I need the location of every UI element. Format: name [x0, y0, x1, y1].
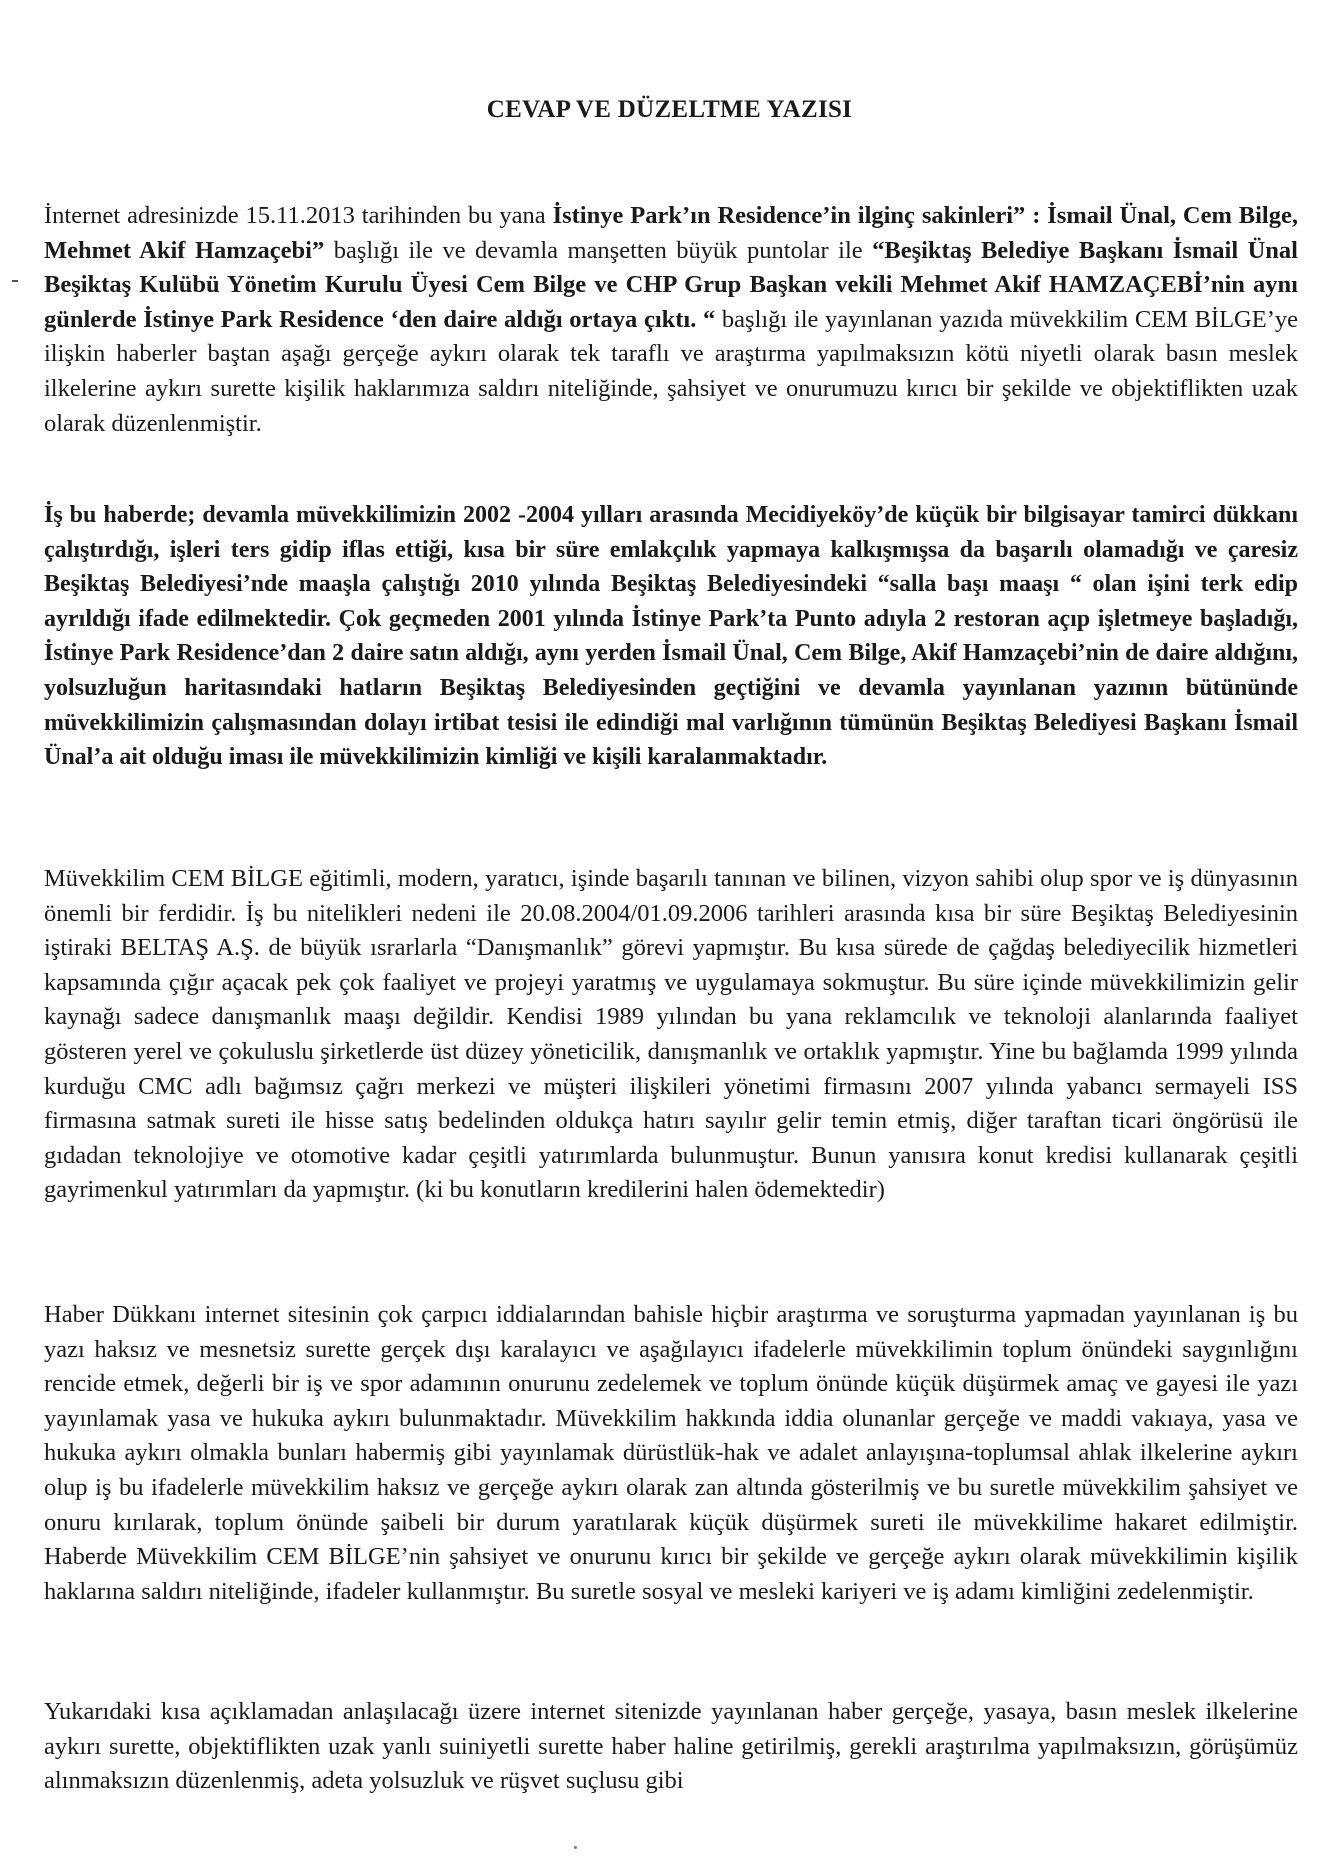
paragraph-3: Müvekkilim CEM BİLGE eğitimli, modern, yaratıcı, işinde başarılı tanınan ve bilinen, vizyon sahibi olup spor ve iş dünyasının önemli bir ferdidir. İş bu nitelikleri nedeni ile 20.08.2004/01.09.2006 tarihleri arasında kısa bir süre Beşiktaş Belediyesinin iştiraki BELTAŞ A.Ş. de büyük ısrarlarla “Danışmanlık” görevi yapmıştır. Bu kısa sürede de çağdaş belediyecilik hizmetleri kapsamında çığır açacak pek çok faaliyet ve projeyi yaratmış ve uygulamaya sokmuştur. Bu süre içinde müvekkilimizin gelir kaynağı sadece danışmanlık maaşı değildir. Kendisi 1989 yılından bu yana reklamcılık ve teknoloji alanlarında faaliyet gösteren yerel ve çokuluslu şirketlerde üst düzey yöneticilik, danışmanlık ve ortaklık yapmıştır. Yine bu bağlamda 1999 yılında kurduğu CMC adlı bağımsız çağrı merkezi ve müşteri ilişkileri yönetimi firmasını 2007 yılında yabancı sermayeli ISS firmasına satmak sureti ile hisse satış bedelinden oldukça hatırı sayılır gelir temin etmiş, diğer taraftan ticari öngörüsü ile gıdadan teknolojiye ve otomotive kadar çeşitli yatırımlarda bulunmuştur. Bunun yanısıra konut kredisi kullanarak çeşitli gayrimenkul yatırımları da yapmıştır. (ki bu konutların kredilerini halen ödemektedir) — [44, 865, 1298, 1204]
margin-mark — [12, 280, 18, 282]
paragraph-1-text-b: başlığı ile ve devamla manşetten büyük puntolar ile — [324, 236, 873, 264]
paragraph-1-text-c: başlığı ile yayınlanan yazıda müvekkilim CEM BİLGE’ye ilişkin haberler baştan aşağı gerçeğe aykırı olarak tek taraflı ve araştırma yapılmaksızın kötü niyetli olarak basın meslek ilkelerine aykırı surette kişilik haklarımıza saldırı niteliğinde, şahsiyet ve onurumuzu kırıcı bir şekilde ve objektiflikten uzak olarak düzenlenmiştir. — [44, 305, 1298, 437]
paragraph-2: İş bu haberde; devamla müvekkilimizin 2002 -2004 yılları arasında Mecidiyeköy’de küçük bir bilgisayar tamirci dükkanı çalıştırdığı, işleri ters gidip iflas ettiği, kısa bir süre emlakçılık yapmaya kalkışmışsa da başarılı olamadığı ve çaresiz Beşiktaş Belediyesi’nde maaşla çalıştığı 2010 yılında Beşiktaş Belediyesindeki “salla başı maaşı “ olan işini terk edip ayrıldığı ifade edilmektedir. Çok geçmeden 2001 yılında İstinye Park’ta Punto adıyla 2 restoran açıp işletmeye başladığı, İstinye Park Residence’dan 2 daire satın aldığı, aynı yerden İsmail Ünal, Cem Bilge, Akif Hamzaçebi’nin de daire aldığını, yolsuzluğun haritasındaki hatların Beşiktaş Belediyesinden geçtiğini ve devamla yayınlanan yazının bütününde müvekkilimizin çalışmasından dolayı irtibat tesisi ile edindiği mal varlığının tümünün Beşiktaş Belediyesi Başkanı İsmail Ünal’a ait olduğu iması ile müvekkilimizin kimliği ve kişili karalanmaktadır. — [44, 502, 1298, 771]
bottom-mark — [574, 1846, 577, 1849]
article-title-quote: İstinye Park’ın Residence’in ilginç sakinleri” : İsmail Ünal, Cem Bilge, Mehmet Akif Hamzaçebi” — [44, 202, 1298, 264]
paragraph-1 — [44, 199, 1298, 441]
paragraph-5: Yukarıdaki kısa açıklamadan anlaşılacağı üzere internet sitenizde yayınlanan haber gerçeğe, yasaya, basın meslek ilkelerine aykırı surette, objektiflikten uzak yanlı suiniyetli surette haber haline getirilmiş, gerekli araştırılma yapılmaksızın, görüşümüz alınmaksızın düzenlenmiş, adeta yolsuzluk ve rüşvet suçlusu gibi — [44, 1698, 1298, 1795]
headline-quote: “Beşiktaş Belediye Başkanı İsmail Ünal Beşiktaş Kulübü Yönetim Kurulu Üyesi Cem Bilge ve CHP Grup Başkan vekili Mehmet Akif HAMZAÇEBİ’nin aynı günlerde İstinye Park Residence ‘den daire aldığı ortaya çıktı. “ — [44, 236, 1298, 333]
paragraph-4: Haber Dükkanı internet sitesinin çok çarpıcı iddialarından bahisle hiçbir araştırma ve soruşturma yapmadan yayınlanan iş bu yazı haksız ve mesnetsiz surette gerçek dışı karalayıcı ve aşağılayıcı ifadelerle müvekkilimin toplum önündeki saygınlığını rencide etmek, değerli bir iş ve spor adamının onurunu zedelemek ve toplum önünde küçük düşürmek amaç ve gayesi ile yazı yayınlamak yasa ve hukuka aykırı bulunmaktadır. Müvekkilim hakkında iddia olunanlar gerçeğe ve maddi vakıaya, yasa ve hukuka aykırı olmakla bunları habermiş gibi yayınlamak dürüstlük-hak ve adalet anlayışına-toplumsal ahlak ilkelerine aykırı olup iş bu ifadelerle müvekkilim haksız ve gerçeğe aykırı olarak zan altında gösterilmiş ve bu suretle müvekkilim şahsiyet ve onuru kırılarak, toplum önünde şaibeli bir durum yaratılarak küçük düşürmek sureti ile müvekkilime hakaret edilmiştir. Haberde Müvekkilim CEM BİLGE’nin şahsiyet ve onurunu kırıcı bir şekilde ve gerçeğe aykırı olarak müvekkilimin kişilik haklarına saldırı niteliğinde, ifadeler kullanmıştır. Bu suretle sosyal ve mesleki kariyeri ve iş adamı kimliğini zedelenmiştir. — [44, 1301, 1298, 1605]
paragraph-1-text-a: İnternet adresinizde 15.11.2013 tarihinden bu yana — [44, 202, 553, 229]
document-title: CEVAP VE DÜZELTME YAZISI — [486, 96, 853, 123]
